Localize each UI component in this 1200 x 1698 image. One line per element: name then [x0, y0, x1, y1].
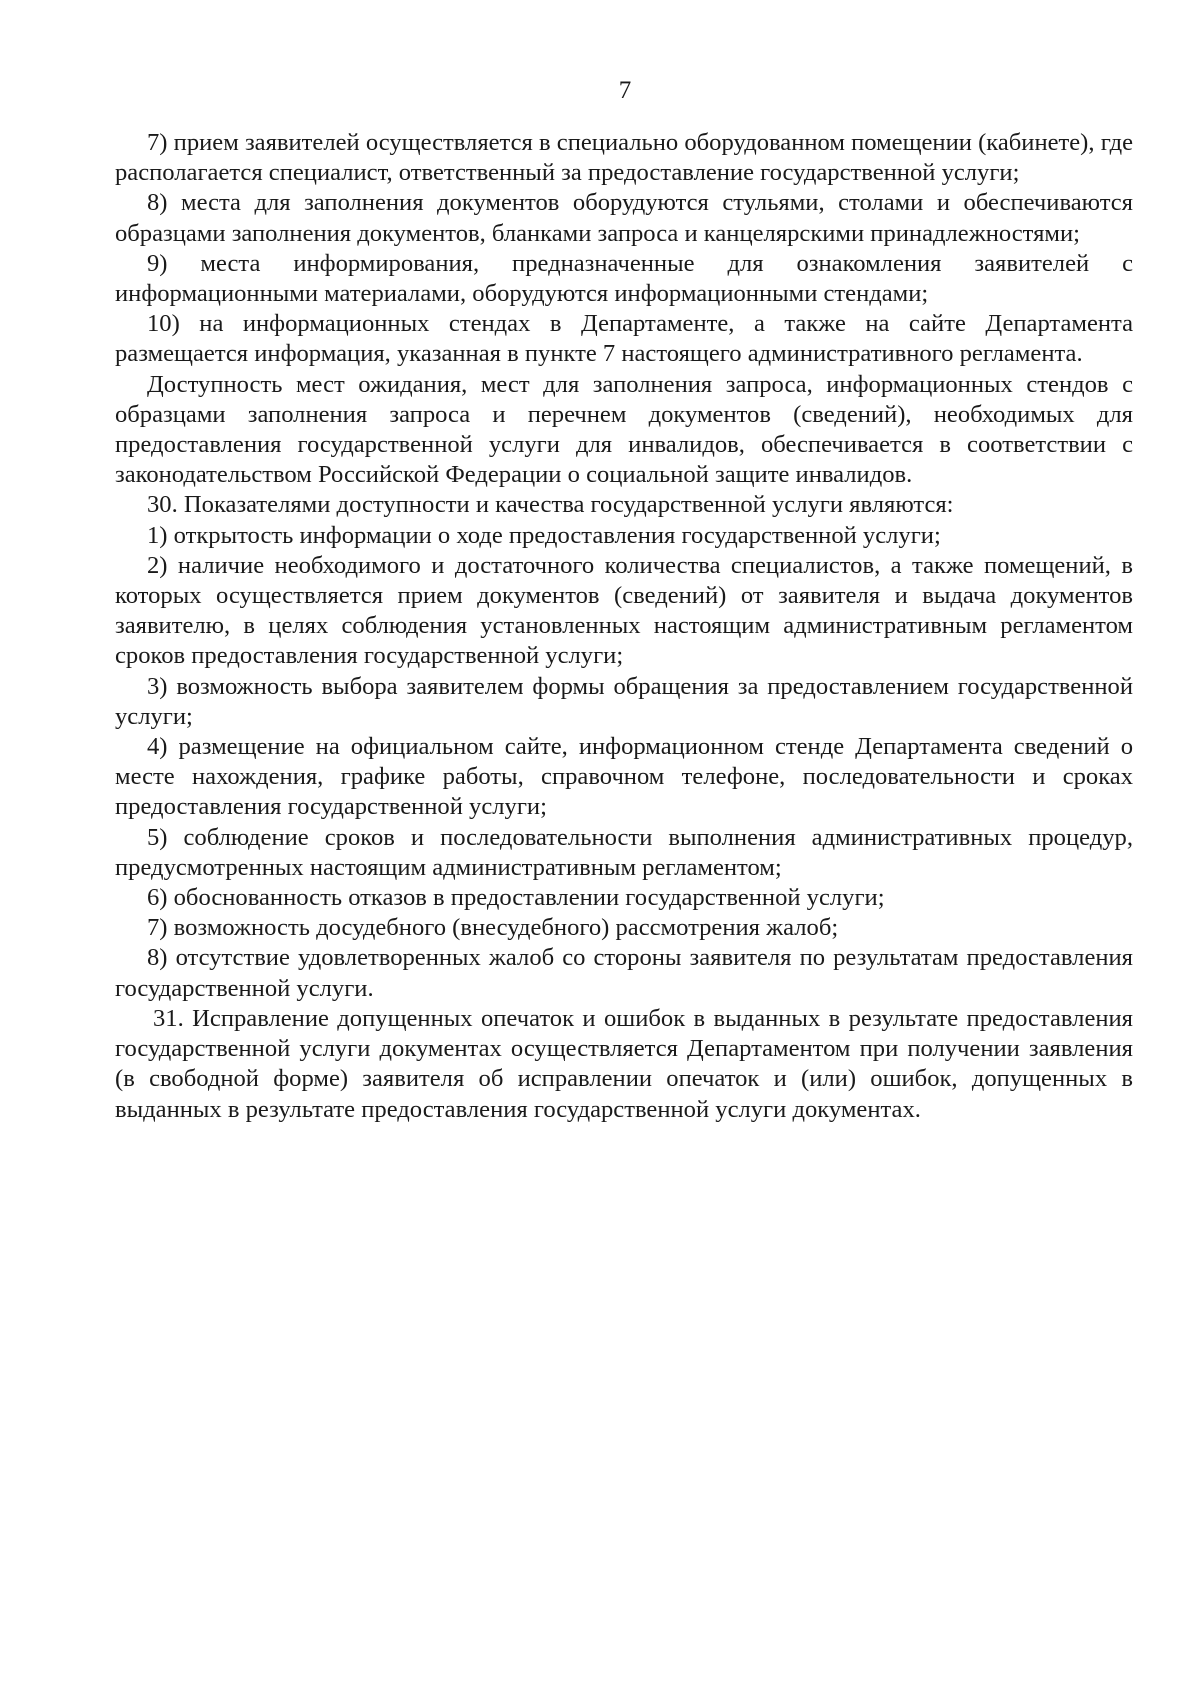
paragraph-indicator-4: 4) размещение на официальном сайте, информационном стенде Департамента сведений о месте нахождения, графике работы, справочном телефоне, последовательности и сроках предоставления государственной услуги;	[115, 733, 1133, 821]
paragraph-item-10-information-stands: 10) на информационных стендах в Департаменте, а также на сайте Департамента размещается информация, указанная в пункте 7 настоящего административного регламента.	[115, 310, 1133, 368]
paragraph-indicator-1: 1) открытость информации о ходе предоставления государственной услуги;	[147, 521, 941, 549]
paragraph-indicator-8: 8) отсутствие удовлетворенных жалоб со стороны заявителя по результатам предоставления государственной услуги.	[115, 944, 1133, 1002]
paragraph-indicator-3: 3) возможность выбора заявителем формы обращения за предоставлением государственной услуги;	[115, 672, 1133, 730]
paragraph-section-30-heading: 30. Показателями доступности и качества государственной услуги являются:	[147, 491, 954, 519]
paragraph-indicator-7: 7) возможность досудебного (внесудебного) рассмотрения жалоб;	[147, 914, 839, 942]
paragraph-accessibility: Доступность мест ожидания, мест для заполнения запроса, информационных стендов с образцами заполнения запроса и перечнем документов (сведений), необходимых для предоставления государственной услуги для инвалидов, обеспечивается в соответствии с законодательством Российской Федерации о социальной защите инвалидов.	[115, 370, 1133, 489]
paragraph-item-7-reception: 7) прием заявителей осуществляется в специально оборудованном помещении (кабинете), где располагается специалист, ответственный за предоставление государственной услуги;	[115, 129, 1133, 187]
paragraph-indicator-6: 6) обоснованность отказов в предоставлении государственной услуги;	[147, 884, 885, 912]
paragraph-indicator-5: 5) соблюдение сроков и последовательности выполнения административных процедур, предусмотренных настоящим административным регламентом;	[115, 823, 1133, 881]
document-body	[115, 128, 1133, 1125]
paragraph-indicator-2: 2) наличие необходимого и достаточного количества специалистов, а также помещений, в которых осуществляется прием документов (сведений) от заявителя и выдача документов заявителю, в целях соблюдения установленных настоящим административным регламентом сроков предоставления государственной услуги;	[115, 551, 1133, 670]
paragraph-item-8-filling-places: 8) места для заполнения документов оборудуются стульями, столами и обеспечиваются образцами заполнения документов, бланками запроса и канцелярскими принадлежностями;	[115, 189, 1133, 247]
page-number: 7	[618, 77, 632, 104]
paragraph-item-9-information-places: 9) места информирования, предназначенные для ознакомления заявителей с информационными материалами, оборудуются информационными стендами;	[115, 249, 1133, 308]
paragraph-section-31: 31. Исправление допущенных опечаток и ошибок в выданных в результате предоставления государственной услуги документах осуществляется Департаментом при получении заявления (в свободной форме) заявителя об исправлении опечаток и (или) ошибок, допущенных в выданных в результате предоставления государственной услуги документах.	[115, 1004, 1133, 1123]
